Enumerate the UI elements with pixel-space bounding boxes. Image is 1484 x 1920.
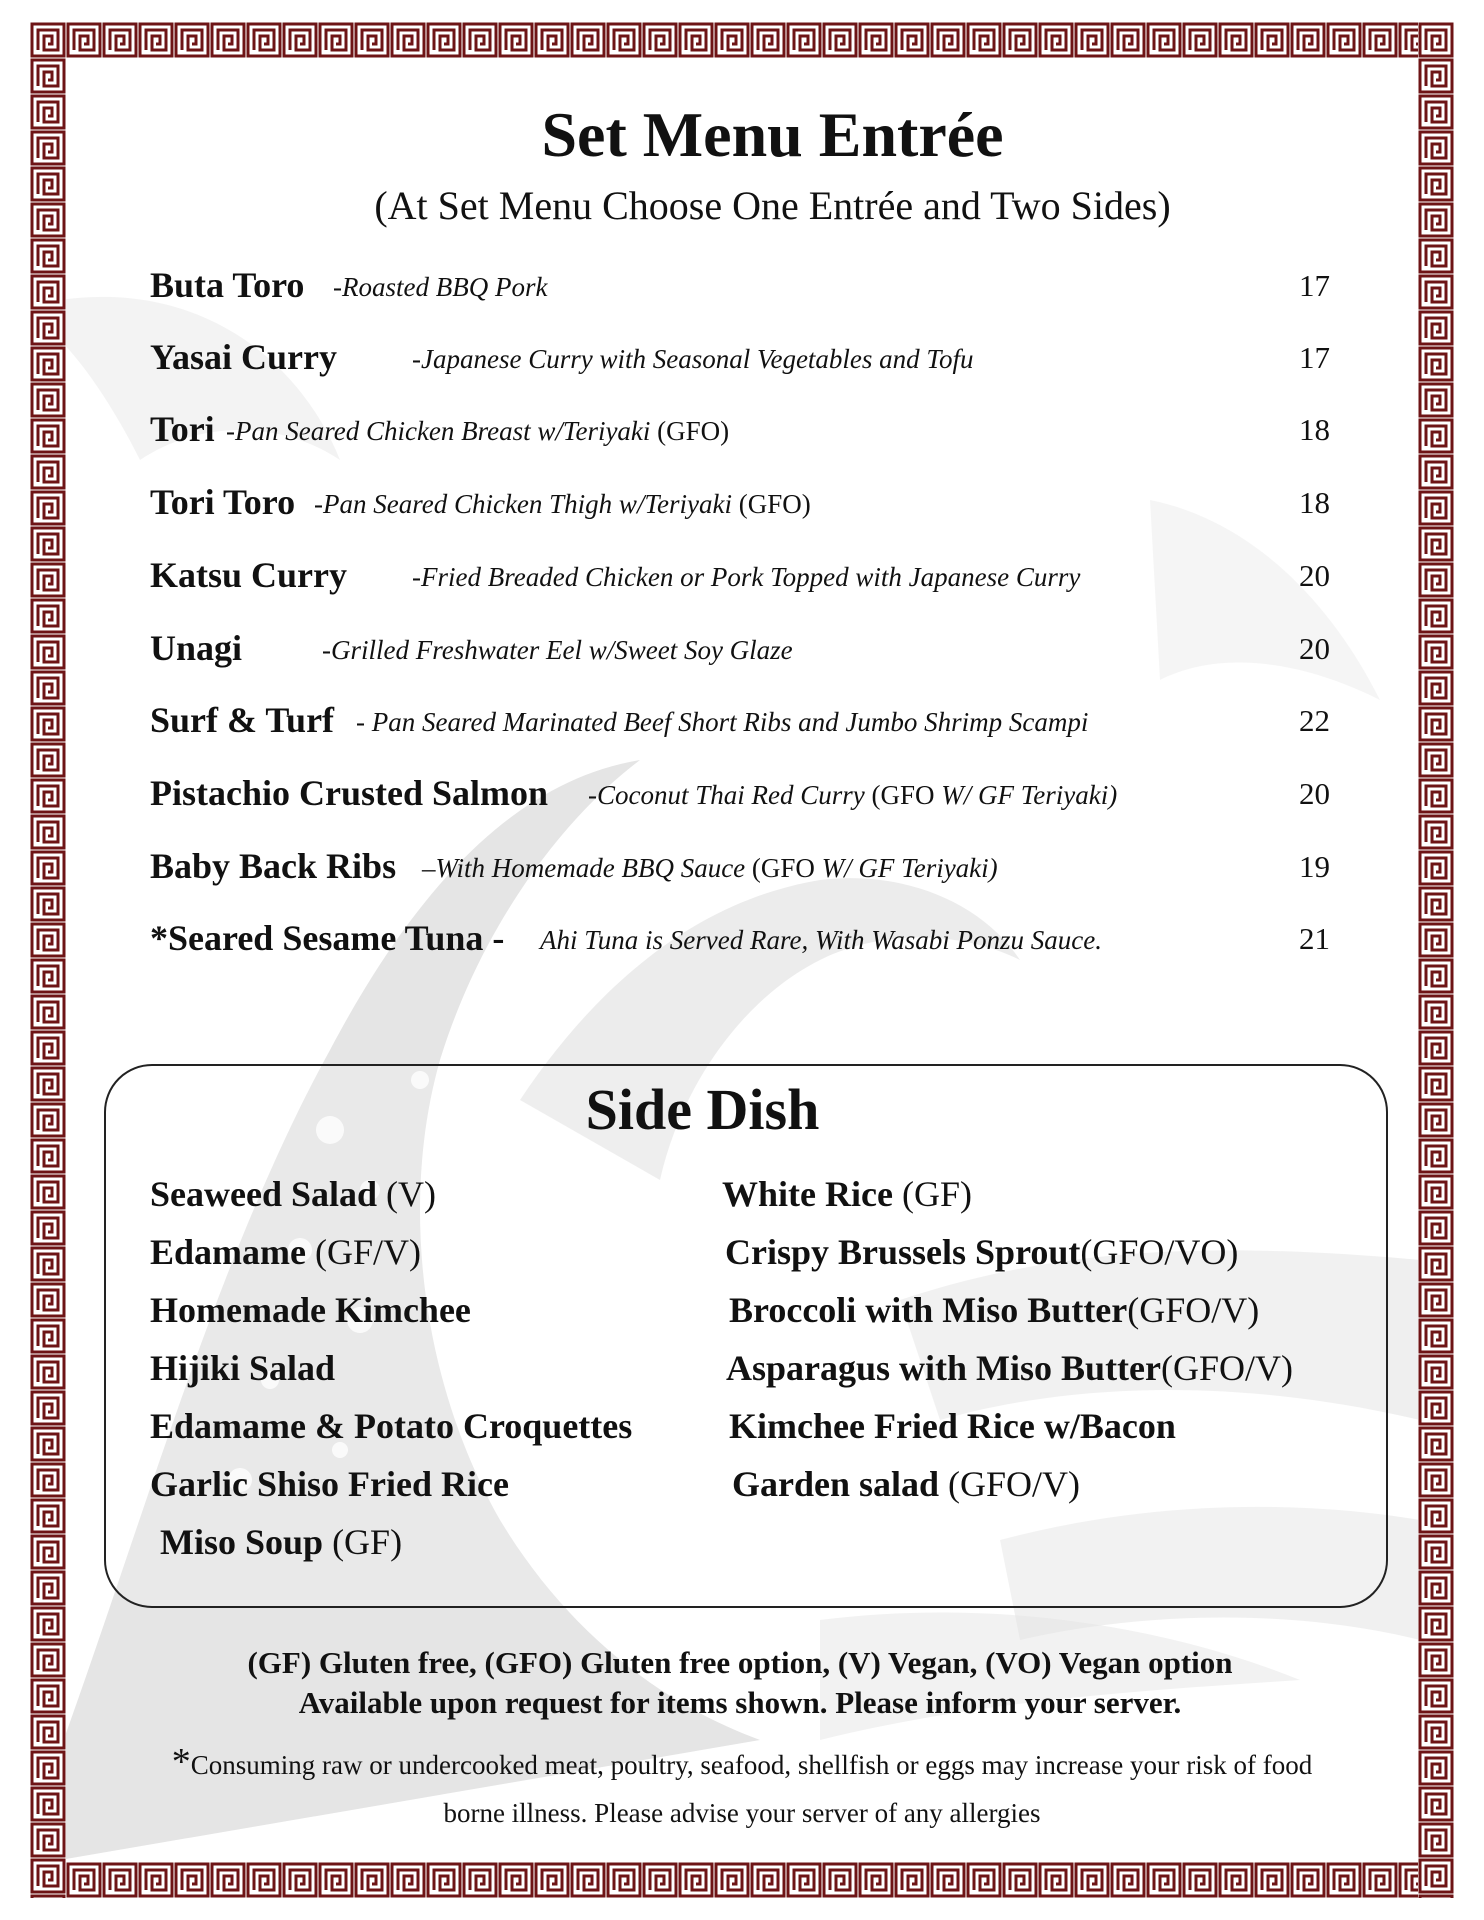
side-name: Edamame xyxy=(150,1232,306,1272)
side-item xyxy=(150,1347,335,1389)
side-item xyxy=(722,1173,972,1215)
entree-name: Surf & Turf xyxy=(150,700,335,740)
side-name: Kimchee Fried Rice w/Bacon xyxy=(729,1406,1176,1446)
side-item xyxy=(725,1231,1238,1273)
entree-item xyxy=(150,627,1330,687)
entree-description: Ahi Tuna is Served Rare, With Wasabi Ponzu Sauce. xyxy=(540,925,1102,955)
side-name: Broccoli with Miso Butter xyxy=(729,1290,1128,1330)
entree-description: -Coconut Thai Red Curry xyxy=(588,780,865,810)
side-item xyxy=(729,1405,1176,1447)
side-tag: (GFO/V) xyxy=(948,1464,1081,1504)
side-item xyxy=(150,1289,471,1331)
entree-description: -Japanese Curry with Seasonal Vegetables and Tofu xyxy=(412,344,974,374)
side-item xyxy=(160,1521,402,1563)
entree-price: 17 xyxy=(1299,268,1330,303)
entree-name: Buta Toro xyxy=(150,265,305,305)
entree-item xyxy=(150,772,1330,832)
side-item xyxy=(150,1173,436,1215)
side-item xyxy=(150,1463,509,1505)
side-item xyxy=(150,1231,421,1273)
entree-price: 18 xyxy=(1299,485,1330,520)
entree-description: -Pan Seared Chicken Thigh w/Teriyaki xyxy=(314,489,732,519)
entree-item xyxy=(150,845,1330,905)
entree-tag: (GFO) xyxy=(738,489,811,519)
side-name: Garden salad xyxy=(732,1464,940,1504)
entree-price: 20 xyxy=(1299,631,1330,666)
entree-item xyxy=(150,917,1330,977)
entree-price: 20 xyxy=(1299,558,1330,593)
entree-price: 20 xyxy=(1299,776,1330,811)
entree-price: 17 xyxy=(1299,340,1330,375)
warning-line-2: borne illness. Please advise your server of any allergies xyxy=(443,1798,1041,1828)
entree-price: 21 xyxy=(1299,921,1330,956)
side-item xyxy=(729,1289,1259,1331)
entree-name: Yasai Curry xyxy=(150,337,337,377)
entree-item xyxy=(150,554,1330,614)
side-dish-title: Side Dish xyxy=(585,1077,820,1142)
warning-line-1: Consuming raw or undercooked meat, poultry, seafood, shellfish or eggs may increase your risk of food xyxy=(190,1750,1313,1780)
side-tag: (GF) xyxy=(901,1174,972,1214)
entree-price: 22 xyxy=(1299,703,1330,738)
side-name: White Rice xyxy=(722,1174,893,1214)
entree-item xyxy=(150,481,1330,541)
side-item xyxy=(726,1347,1293,1389)
dietary-legend: (GF) Gluten free, (GFO) Gluten free option, (V) Vegan, (VO) Vegan option xyxy=(247,1645,1233,1680)
entree-item xyxy=(150,699,1330,759)
asterisk: * xyxy=(171,1741,191,1783)
entree-item xyxy=(150,336,1330,396)
side-name: Asparagus with Miso Butter xyxy=(726,1348,1162,1388)
entree-description: - Pan Seared Marinated Beef Short Ribs and Jumbo Shrimp Scampi xyxy=(356,707,1089,737)
side-name: Garlic Shiso Fried Rice xyxy=(150,1464,509,1504)
entree-price: 19 xyxy=(1299,849,1330,884)
entree-name: Katsu Curry xyxy=(150,555,347,595)
side-name: Seaweed Salad xyxy=(150,1174,378,1214)
side-item xyxy=(150,1405,632,1447)
entree-tag-note: W/ GF Teriyaki) xyxy=(821,853,998,883)
side-tag: (GF) xyxy=(332,1522,403,1562)
entree-tag: (GFO xyxy=(751,853,815,883)
dietary-legend-note: Available upon request for items shown. Please inform your server. xyxy=(298,1685,1182,1720)
entree-name: Baby Back Ribs xyxy=(150,846,397,886)
entree-item xyxy=(150,408,1330,468)
side-name: Edamame & Potato Croquettes xyxy=(150,1406,633,1446)
entree-description: -Roasted BBQ Pork xyxy=(333,272,548,302)
entree-name: Tori xyxy=(150,409,215,449)
entree-price: 18 xyxy=(1299,412,1330,447)
entree-description: -Grilled Freshwater Eel w/Sweet Soy Glaze xyxy=(322,635,793,665)
side-tag: (GF/V) xyxy=(315,1232,421,1272)
entree-name: Tori Toro xyxy=(150,482,296,522)
entree-description: –With Homemade BBQ Sauce xyxy=(422,853,746,883)
entree-tag-note: W/ GF Teriyaki) xyxy=(941,780,1118,810)
side-tag: (V) xyxy=(386,1174,437,1214)
side-name: Miso Soup xyxy=(160,1522,324,1562)
entree-tag: (GFO xyxy=(871,780,935,810)
side-name: Hijiki Salad xyxy=(150,1348,336,1388)
entree-name: Unagi xyxy=(150,628,243,668)
entree-tag: (GFO) xyxy=(657,416,730,446)
side-name: Homemade Kimchee xyxy=(150,1290,471,1330)
side-tag: (GFO/V) xyxy=(1127,1290,1260,1330)
entree-name: *Seared Sesame Tuna - xyxy=(150,918,505,958)
entree-item xyxy=(150,264,1330,324)
side-tag: (GFO/V) xyxy=(1161,1348,1294,1388)
entree-description: -Fried Breaded Chicken or Pork Topped with Japanese Curry xyxy=(412,562,1081,592)
food-safety-warning xyxy=(120,1738,1364,1837)
entree-name: Pistachio Crusted Salmon xyxy=(150,773,549,813)
side-item xyxy=(732,1463,1080,1505)
page-title: Set Menu Entrée xyxy=(541,99,1004,170)
entree-description: -Pan Seared Chicken Breast w/Teriyaki xyxy=(226,416,651,446)
page-subtitle: (At Set Menu Choose One Entrée and Two Sides) xyxy=(374,183,1171,228)
side-name: Crispy Brussels Sprout xyxy=(725,1232,1081,1272)
side-tag: (GFO/VO) xyxy=(1080,1232,1239,1272)
